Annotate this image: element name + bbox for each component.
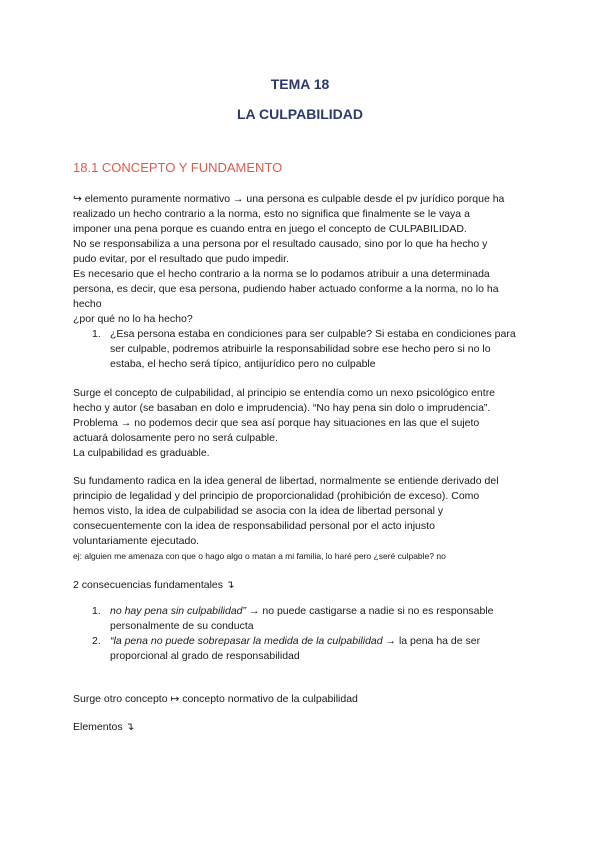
list-text-rest: → la pena ha de ser	[385, 635, 481, 647]
tema-number: TEMA 18	[270, 76, 330, 92]
list-text-line: ser culpable, podremos atribuirle la responsabilidad sobre ese hecho pero si no lo	[110, 343, 491, 355]
list-number: 1.	[92, 605, 101, 617]
para2-line: La culpabilidad es graduable.	[73, 447, 210, 459]
para2-line: hecho y autor (se basaban en dolo e imprudencia). “No hay pena sin dolo o imprudencia”.	[73, 402, 491, 414]
example-note: ej: alguien me amenaza con que o hago algo o matan a mi familia, lo haré pero ¿seré culpable? no	[73, 551, 446, 561]
para1-line: hecho	[73, 298, 102, 310]
section-heading: 18.1 CONCEPTO Y FUNDAMENTO	[73, 160, 283, 175]
para3-line: hemos visto, la idea de culpabilidad se asocia con la idea de libertad personal y	[73, 505, 444, 517]
italic-quote: “la pena no puede sobrepasar la medida de la culpabilidad	[110, 635, 386, 647]
para1-line: pudo evitar, por el resultado que pudo impedir.	[73, 253, 289, 265]
list-text-line	[110, 634, 480, 649]
list-text-line: estaba, el hecho será típico, antijurídico pero no culpable	[110, 358, 376, 370]
consequences-heading: 2 consecuencias fundamentales ↴	[73, 579, 235, 591]
para1-line: No se responsabiliza a una persona por el resultado causado, sino por lo que ha hecho y	[73, 238, 488, 250]
list-text-line: proporcional al grado de responsabilidad	[110, 650, 300, 662]
para1-line: ↪ elemento puramente normativo → una persona es culpable desde el pv jurídico porque ha	[73, 193, 505, 205]
elements-heading: Elementos ↴	[73, 721, 135, 733]
list-text-line: ¿Esa persona estaba en condiciones para ser culpable? Si estaba en condiciones para	[110, 328, 516, 340]
para3-line: consecuentemente con la idea de responsabilidad personal por el acto injusto	[73, 520, 435, 532]
list-text-rest: → no puede castigarse a nadie si no es responsable	[248, 605, 494, 617]
para1-line: imponer una pena porque es cuando entra en juego el concepto de CULPABILIDAD.	[73, 223, 467, 235]
list-number: 2.	[92, 635, 101, 647]
para2-line: actuará dolosamente pero no será culpable.	[73, 432, 278, 444]
list-text-line: personalmente de su conducta	[110, 620, 254, 632]
para1-line: Es necesario que el hecho contrario a la norma se lo podamos atribuir a una determinada	[73, 268, 490, 280]
para1-line: persona, es decir, que esa persona, pudiendo haber actuado conforme a la norma, no lo ha	[73, 283, 499, 295]
italic-quote: no hay pena sin culpabilidad”	[110, 605, 249, 617]
concept-line: Surge otro concepto ↦ concepto normativo de la culpabilidad	[73, 693, 358, 705]
list-number: 1.	[92, 328, 101, 340]
para1-line: realizado un hecho contrario a la norma, esto no significa que finalmente se le vaya a	[73, 208, 470, 220]
para2-line: Problema → no podemos decir que sea así porque hay situaciones en las que el sujeto	[73, 417, 480, 429]
para1-line: ¿por qué no lo ha hecho?	[73, 313, 193, 325]
para2-line: Surge el concepto de culpabilidad, al principio se entendía como un nexo psicológico entre	[73, 387, 496, 399]
para3-line: voluntariamente ejecutado.	[73, 535, 200, 547]
para3-line: principio de legalidad y del principio de proporcionalidad (prohibición de exceso). Como	[73, 490, 480, 502]
para3-line: Su fundamento radica en la idea general de libertad, normalmente se entiende derivado del	[73, 475, 499, 487]
page-title: LA CULPABILIDAD	[237, 106, 363, 122]
list-text-line	[110, 604, 494, 619]
